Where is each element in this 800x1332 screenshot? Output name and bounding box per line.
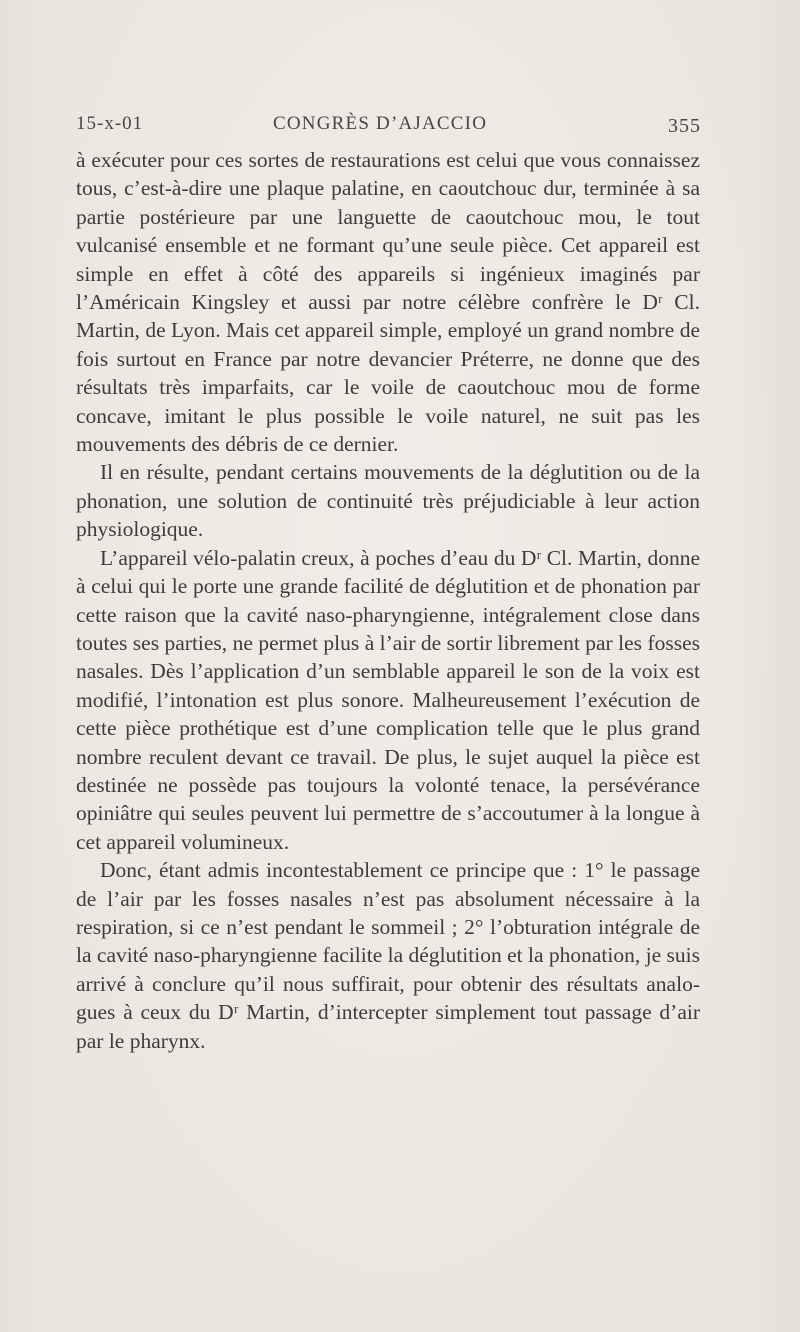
paragraph: Il en résulte, pendant certains mouvements de la déglutition ou de la phonation, une solution de continuité très préjudiciable à leur action physiologique. — [76, 460, 700, 542]
header-title: CONGRÈS D’AJACCIO — [273, 113, 488, 134]
body-text — [76, 146, 700, 1055]
header-date: 15-x-01 — [76, 113, 144, 134]
paragraph: L’appareil vélo-palatin creux, à poches d’eau du Dʳ Cl. Martin, donne à celui qui le porte une grande facilité de déglutition et de phonation par cette raison que la cavité naso-pharyngienne, intégralement close dans toutes ses parties, ne permet plus à l’air de sortir librement par les fosses nasales. Dès l’application d’un semblable appareil le son de la voix est modifié, l’intonation est plus sonore. Malheureusement l’exécution de cette pièce prothétique est d’une complication telle que le plus grand nombre reculent devant ce travail. De plus, le sujet auquel la pièce est destinée ne possède pas toujours la volonté tenace, la persévérance opiniâtre qui seules peuvent lui permettre de s’accoutumer à la longue à cet appareil volumineux. — [76, 545, 700, 854]
paragraph-continuation: à exécuter pour ces sortes de restaurations est celui que vous connaissez tous, c’est-à-dire une plaque palatine, en caoutchouc dur, terminée à sa partie postérieure par une languette de caoutchouc mou, le tout vulcanisé ensemble et ne formant qu’une seule pièce. Cet appareil est simple en effet à côté des appareils si ingénieux imaginés par l’Américain Kingsley et aussi par notre célèbre confrère le Dʳ Cl. Martin, de Lyon. Mais cet appareil simple, employé un grand nombre de fois surtout en France par notre devancier Préterre, ne donne que des résultats très imparfaits, car le voile de caoutchouc mou de forme concave, imitant le plus possible le voile naturel, ne suit pas les mouvements des débris de ce dernier. — [76, 148, 700, 457]
running-header — [76, 113, 701, 141]
paragraph: Donc, étant admis incontestablement ce principe que : 1° le passage de l’air par les fosses nasales n’est pas absolument nécessaire à la respiration, si ce n’est pendant le sommeil ; 2° l’obturation intégrale de la cavité naso-pharyngienne facilite la déglutition et la phonation, je suis arrivé à conclure qu’il nous suffirait, pour obtenir des résultats analogues à ceux du Dʳ Martin, d’intercepter simplement tout passage d’air par le pharynx. — [76, 858, 700, 1053]
page-number: 355 — [668, 115, 701, 137]
